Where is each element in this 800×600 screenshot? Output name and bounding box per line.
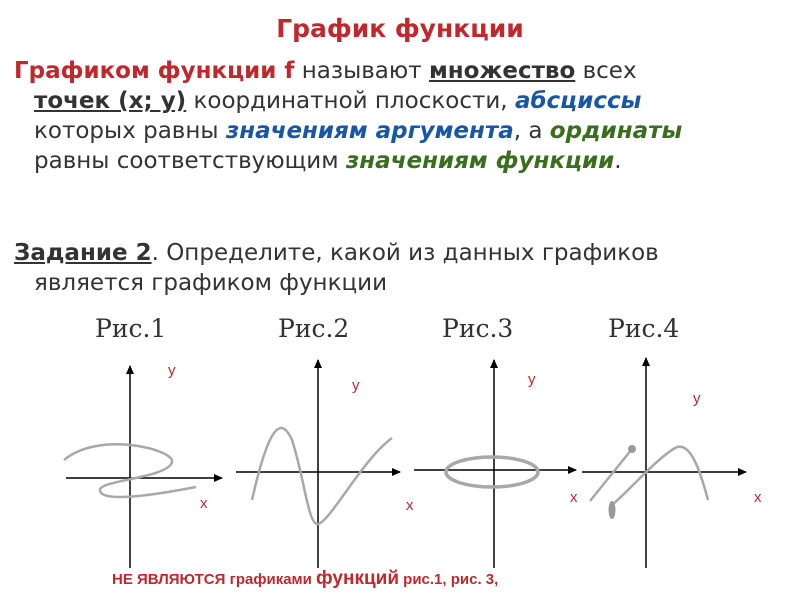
def-term-set: множество <box>428 58 576 84</box>
figure-3-label: Рис.3 <box>442 314 514 343</box>
page-title: График функции <box>276 14 524 43</box>
def-text-4: которых равны <box>34 118 226 144</box>
def-term-points: точек (х; у) <box>34 88 187 114</box>
task-text <box>14 238 790 298</box>
fig4-y-label: y <box>693 390 701 407</box>
answer-part-3: рис.1, рис. 3, <box>399 571 499 588</box>
fig4-closed-point <box>628 445 636 453</box>
fig2-x-label: x <box>406 497 414 514</box>
fig4-x-label: x <box>754 489 762 506</box>
fig2-curve <box>252 428 392 524</box>
definition-text <box>14 56 790 176</box>
fig2-y-label: y <box>352 377 360 394</box>
def-line-3 <box>14 116 790 146</box>
figures-panel <box>0 350 800 570</box>
def-text-2: всех <box>575 58 637 84</box>
answer-text <box>112 568 498 590</box>
def-period: . <box>614 148 622 174</box>
def-term-abscissa: абсциссы <box>514 88 642 114</box>
def-text-1: называют <box>294 58 429 84</box>
figure-2 <box>236 360 414 568</box>
figure-1 <box>64 362 222 568</box>
fig3-x-label: x <box>570 489 578 506</box>
fig4-end-point <box>609 501 616 519</box>
task-label: Задание 2 <box>14 240 152 266</box>
figure-4-label: Рис.4 <box>608 314 680 343</box>
def-term-ordinate: ординаты <box>549 118 683 144</box>
task-line-2: является графиком функции <box>34 270 388 296</box>
answer-part-1: НЕ ЯВЛЯЮТСЯ графиками <box>112 571 317 588</box>
def-term-argument: значениям аргумента <box>225 118 514 144</box>
figure-4 <box>582 358 762 568</box>
def-line-2 <box>14 86 790 116</box>
figure-1-label: Рис.1 <box>95 314 167 343</box>
def-term-function-values: значениям функции <box>345 148 615 174</box>
def-subject: Графиком функции f <box>14 58 295 84</box>
fig3-y-label: y <box>528 371 536 388</box>
fig3-ellipse <box>446 457 538 487</box>
def-text-5: , а <box>513 118 550 144</box>
task-line-1: . Определите, какой из данных графиков <box>151 240 659 266</box>
def-text-3: координатной плоскости, <box>186 88 515 114</box>
def-line-4 <box>14 146 790 176</box>
answer-part-2: функций <box>316 568 399 589</box>
figure-3 <box>414 360 578 568</box>
def-text-6: равны соответствующим <box>34 148 346 174</box>
fig1-y-label: y <box>168 362 176 379</box>
fig1-x-label: x <box>200 495 208 512</box>
figure-2-label: Рис.2 <box>278 314 350 343</box>
